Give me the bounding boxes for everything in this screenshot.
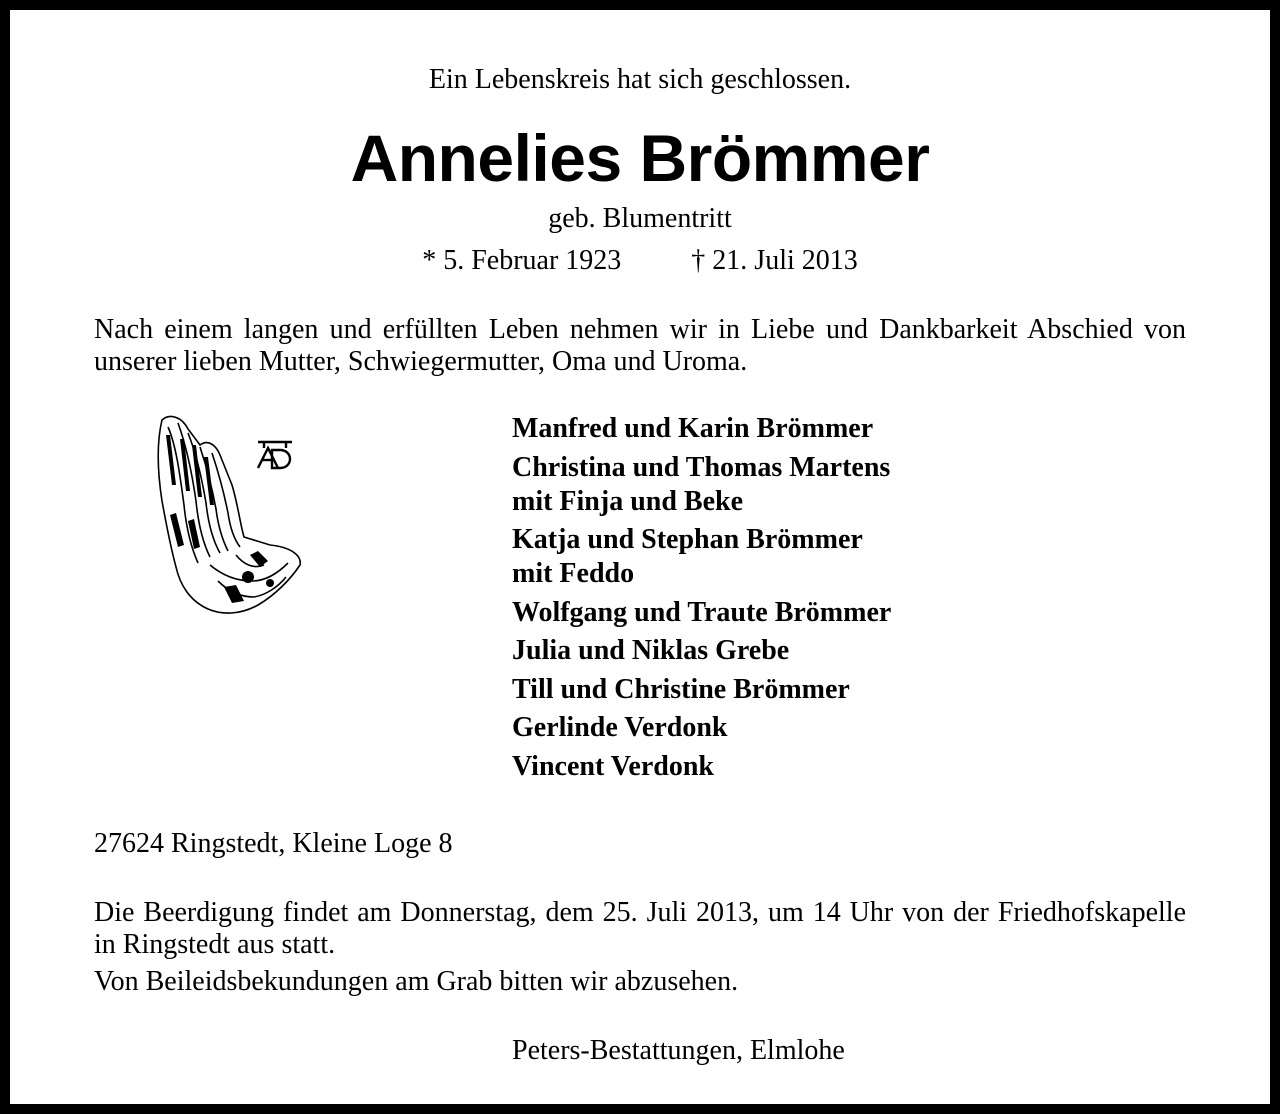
family-entry-name: Julia und Niklas Grebe: [512, 635, 790, 666]
family-entry-name: Vincent Verdonk: [512, 750, 715, 782]
family-entry: [512, 523, 1152, 591]
condolence-note: Von Beileidsbekundungen am Grab bitten wir abzusehen.: [94, 966, 739, 997]
deceased-name: Annelies Brömmer: [350, 121, 930, 195]
family-entry-name: Gerlinde Verdonk: [512, 712, 728, 743]
life-dates: [0, 243, 1280, 279]
funeral-announcement: Die Beerdigung findet am Donnerstag, dem 25. Juli 2013, um 14 Uhr von der Friedhofskapelle in Ringstedt aus statt.: [94, 897, 1186, 960]
family-entry-name: Katja und Stephan Brömmer: [512, 524, 863, 555]
albrecht-duerer-monogram-icon: [254, 436, 296, 470]
family-entry-name: Till und Christine Brömmer: [512, 673, 850, 705]
family-entry: [512, 412, 1152, 446]
family-list: [512, 412, 1152, 788]
family-entry-name: Christina und Thomas Martens: [512, 451, 891, 483]
family-entry-children: mit Feddo: [512, 558, 635, 589]
maiden-name: geb. Blumentritt: [548, 203, 732, 234]
farewell-message: Nach einem langen und erfüllten Leben nehmen wir in Liebe und Dankbarkeit Abschied von unserer lieben Mutter, Schwiegermutter, Oma und Uroma.: [94, 314, 1186, 377]
family-entry: [512, 750, 1152, 784]
birth-date: * 5. Februar 1923: [422, 245, 622, 276]
family-entry: [512, 711, 1152, 745]
family-entry: [512, 596, 1152, 630]
family-entry-name: Wolfgang und Traute Brömmer: [512, 596, 892, 628]
death-date: † 21. Juli 2013: [691, 245, 858, 276]
mourner-address: 27624 Ringstedt, Kleine Loge 8: [94, 828, 453, 859]
family-entry: [512, 634, 1152, 668]
family-entry: [512, 451, 1152, 519]
family-entry-children: mit Finja und Beke: [512, 485, 744, 517]
family-entry: [512, 673, 1152, 707]
family-entry-name: Manfred und Karin Brömmer: [512, 413, 874, 444]
funeral-home: Peters-Bestattungen, Elmlohe: [512, 1035, 845, 1066]
intro-line: Ein Lebenskreis hat sich geschlossen.: [428, 64, 852, 95]
